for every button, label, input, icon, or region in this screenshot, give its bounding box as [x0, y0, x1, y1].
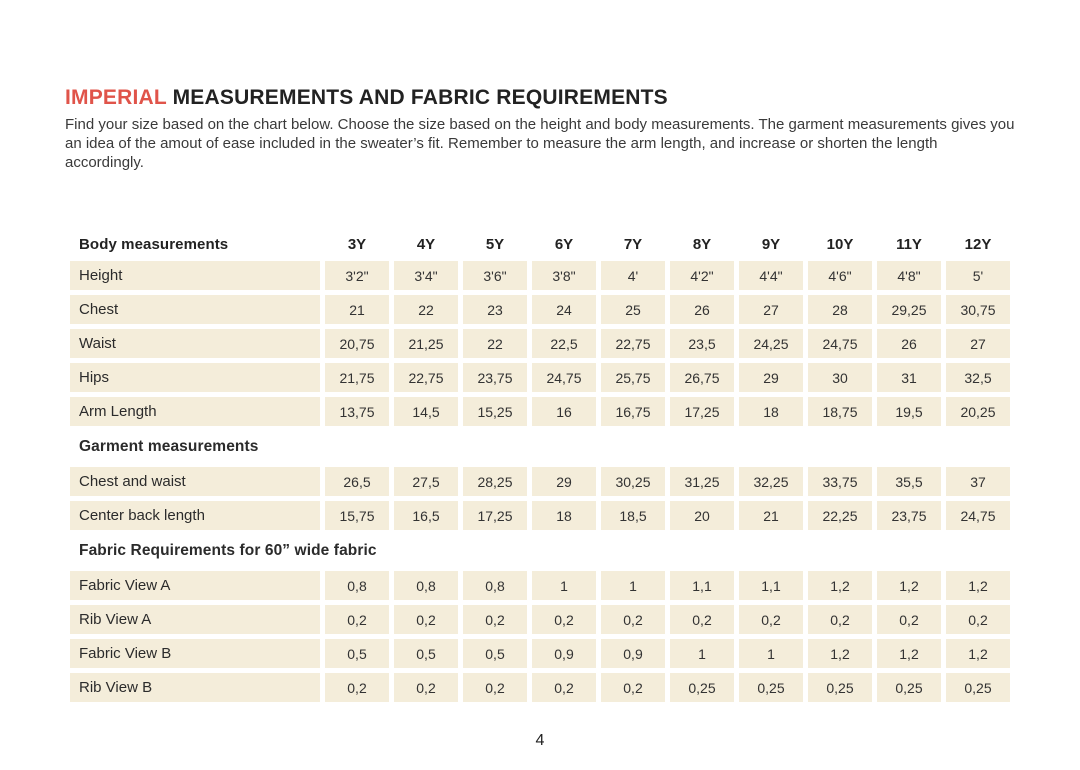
value-cell: 1,2 — [808, 639, 872, 668]
column-header-4y: 4Y — [416, 236, 436, 253]
value-cell: 18,5 — [601, 501, 665, 530]
page-number: 4 — [535, 732, 545, 749]
value-cell: 4'6" — [808, 261, 872, 290]
row-label: Waist — [70, 329, 320, 358]
value-cell: 18,75 — [808, 397, 872, 426]
value-cell: 0,5 — [463, 639, 527, 668]
value-cell: 1,2 — [946, 571, 1010, 600]
value-cell: 16 — [532, 397, 596, 426]
value-cell: 17,25 — [463, 501, 527, 530]
value-cell: 4'8" — [877, 261, 941, 290]
value-cell: 20,75 — [325, 329, 389, 358]
intro-paragraph: Find your size based on the chart below. Choose the size based on the height and body measurements. The garment measurements gives you an idea of the amout of ease included in the sweater’s fit. Remember to measure the arm length, and increase or shorten the length accordingly. — [65, 116, 1015, 171]
value-cell: 1 — [670, 639, 734, 668]
value-cell: 20 — [670, 501, 734, 530]
value-cell: 1 — [601, 571, 665, 600]
value-cell: 0,2 — [394, 605, 458, 634]
row-label: Rib View B — [70, 673, 320, 702]
row-label: Center back length — [70, 501, 320, 530]
value-cell: 29,25 — [877, 295, 941, 324]
value-cell: 26,75 — [670, 363, 734, 392]
value-cell: 15,25 — [463, 397, 527, 426]
value-cell: 0,25 — [946, 673, 1010, 702]
value-cell: 27 — [739, 295, 803, 324]
column-header-5y: 5Y — [485, 236, 505, 253]
value-cell: 27 — [946, 329, 1010, 358]
column-header-8y: 8Y — [692, 236, 712, 253]
value-cell: 1,2 — [877, 639, 941, 668]
column-header-11y: 11Y — [896, 236, 922, 253]
value-cell: 1,2 — [808, 571, 872, 600]
value-cell: 1,1 — [739, 571, 803, 600]
value-cell: 32,5 — [946, 363, 1010, 392]
row-label: Chest — [70, 295, 320, 324]
value-cell: 30 — [808, 363, 872, 392]
value-cell: 0,2 — [739, 605, 803, 634]
value-cell: 22,75 — [394, 363, 458, 392]
column-header-12y: 12Y — [964, 236, 992, 253]
value-cell: 0,2 — [601, 673, 665, 702]
value-cell: 24,75 — [532, 363, 596, 392]
value-cell: 14,5 — [394, 397, 458, 426]
column-header-7y: 7Y — [623, 236, 643, 253]
value-cell: 30,75 — [946, 295, 1010, 324]
value-cell: 31 — [877, 363, 941, 392]
page-title-rest: MEASUREMENTS AND FABRIC REQUIREMENTS — [166, 86, 668, 109]
value-cell: 22,5 — [532, 329, 596, 358]
row-label: Height — [70, 261, 320, 290]
value-cell: 31,25 — [670, 467, 734, 496]
value-cell: 24 — [532, 295, 596, 324]
value-cell: 18 — [739, 397, 803, 426]
value-cell: 0,5 — [325, 639, 389, 668]
value-cell: 3'2" — [325, 261, 389, 290]
value-cell: 23,75 — [463, 363, 527, 392]
value-cell: 0,5 — [394, 639, 458, 668]
value-cell: 3'8" — [532, 261, 596, 290]
value-cell: 4' — [601, 261, 665, 290]
value-cell: 24,75 — [808, 329, 872, 358]
value-cell: 0,2 — [946, 605, 1010, 634]
value-cell: 25,75 — [601, 363, 665, 392]
value-cell: 0,2 — [532, 605, 596, 634]
value-cell: 0,9 — [601, 639, 665, 668]
value-cell: 16,5 — [394, 501, 458, 530]
section-header: Fabric Requirements for 60” wide fabric — [79, 541, 377, 559]
value-cell: 15,75 — [325, 501, 389, 530]
value-cell: 0,25 — [670, 673, 734, 702]
row-label: Chest and waist — [70, 467, 320, 496]
value-cell: 18 — [532, 501, 596, 530]
page-title — [65, 86, 1017, 110]
value-cell: 27,5 — [394, 467, 458, 496]
value-cell: 0,2 — [808, 605, 872, 634]
row-label: Fabric View A — [70, 571, 320, 600]
value-cell: 17,25 — [670, 397, 734, 426]
value-cell: 37 — [946, 467, 1010, 496]
value-cell: 1,2 — [946, 639, 1010, 668]
value-cell: 0,9 — [532, 639, 596, 668]
table-header-label: Body measurements — [79, 236, 229, 253]
value-cell: 0,2 — [670, 605, 734, 634]
value-cell: 0,2 — [463, 673, 527, 702]
value-cell: 3'6" — [463, 261, 527, 290]
value-cell: 0,2 — [394, 673, 458, 702]
value-cell: 33,75 — [808, 467, 872, 496]
value-cell: 0,8 — [394, 571, 458, 600]
value-cell: 29 — [739, 363, 803, 392]
value-cell: 13,75 — [325, 397, 389, 426]
value-cell: 1 — [739, 639, 803, 668]
value-cell: 25 — [601, 295, 665, 324]
value-cell: 0,2 — [877, 605, 941, 634]
value-cell: 0,8 — [325, 571, 389, 600]
value-cell: 16,75 — [601, 397, 665, 426]
value-cell: 0,2 — [601, 605, 665, 634]
value-cell: 30,25 — [601, 467, 665, 496]
value-cell: 22 — [394, 295, 458, 324]
value-cell: 0,25 — [739, 673, 803, 702]
column-header-10y: 10Y — [826, 236, 854, 253]
value-cell: 24,75 — [946, 501, 1010, 530]
value-cell: 28 — [808, 295, 872, 324]
value-cell: 26,5 — [325, 467, 389, 496]
column-header-6y: 6Y — [554, 236, 574, 253]
page-title-accent: IMPERIAL — [65, 86, 167, 109]
column-header-3y: 3Y — [347, 236, 367, 253]
value-cell: 0,25 — [877, 673, 941, 702]
section-header: Garment measurements — [79, 437, 259, 455]
value-cell: 0,2 — [325, 605, 389, 634]
value-cell: 19,5 — [877, 397, 941, 426]
value-cell: 28,25 — [463, 467, 527, 496]
value-cell: 1 — [532, 571, 596, 600]
value-cell: 0,2 — [463, 605, 527, 634]
value-cell: 5' — [946, 261, 1010, 290]
value-cell: 21,75 — [325, 363, 389, 392]
value-cell: 22,75 — [601, 329, 665, 358]
value-cell: 21 — [325, 295, 389, 324]
value-cell: 23,5 — [670, 329, 734, 358]
value-cell: 0,8 — [463, 571, 527, 600]
value-cell: 22,25 — [808, 501, 872, 530]
value-cell: 32,25 — [739, 467, 803, 496]
value-cell: 4'2" — [670, 261, 734, 290]
value-cell: 23 — [463, 295, 527, 324]
value-cell: 21,25 — [394, 329, 458, 358]
value-cell: 1,1 — [670, 571, 734, 600]
row-label: Arm Length — [70, 397, 320, 426]
value-cell: 23,75 — [877, 501, 941, 530]
row-label: Hips — [70, 363, 320, 392]
value-cell: 20,25 — [946, 397, 1010, 426]
value-cell: 22 — [463, 329, 527, 358]
value-cell: 0,2 — [325, 673, 389, 702]
value-cell: 3'4" — [394, 261, 458, 290]
value-cell: 29 — [532, 467, 596, 496]
column-header-9y: 9Y — [761, 236, 781, 253]
row-label: Fabric View B — [70, 639, 320, 668]
value-cell: 1,2 — [877, 571, 941, 600]
value-cell: 35,5 — [877, 467, 941, 496]
value-cell: 0,25 — [808, 673, 872, 702]
value-cell: 26 — [670, 295, 734, 324]
row-label: Rib View A — [70, 605, 320, 634]
value-cell: 24,25 — [739, 329, 803, 358]
value-cell: 0,2 — [532, 673, 596, 702]
value-cell: 21 — [739, 501, 803, 530]
value-cell: 26 — [877, 329, 941, 358]
value-cell: 4'4" — [739, 261, 803, 290]
page-content — [65, 86, 1017, 172]
measurements-table — [70, 233, 1010, 702]
